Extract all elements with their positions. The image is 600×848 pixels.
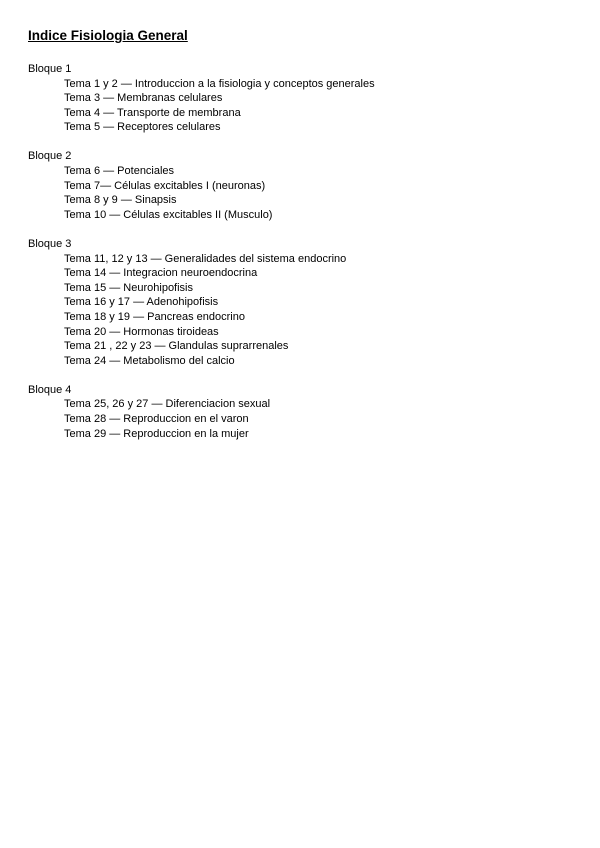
block-1	[28, 62, 588, 135]
block-title: Bloque 1	[28, 63, 72, 75]
block-4	[28, 383, 588, 441]
topic-item: Tema 1 y 2 — Introduccion a la fisiologia y conceptos generales	[64, 77, 375, 90]
topic-item: Tema 6 — Potenciales	[64, 165, 175, 178]
topic-item: Tema 24 — Metabolismo del calcio	[64, 354, 235, 367]
topic-item: Tema 3 — Membranas celulares	[64, 92, 223, 105]
block-3	[28, 237, 588, 368]
document-title: Indice Fisiologia General	[28, 28, 188, 43]
topic-item: Tema 11, 12 y 13 — Generalidades del sistema endocrino	[64, 252, 347, 265]
topic-item: Tema 4 — Transporte de membrana	[64, 106, 241, 119]
topic-item: Tema 25, 26 y 27 — Diferenciacion sexual	[64, 398, 271, 411]
block-title: Bloque 3	[28, 237, 72, 250]
topic-item: Tema 29 — Reproduccion en la mujer	[64, 427, 249, 440]
block-title: Bloque 4	[28, 383, 72, 396]
topic-list	[28, 77, 588, 135]
block-2	[28, 149, 588, 222]
topic-item: Tema 21 , 22 y 23 — Glandulas suprarrenales	[64, 340, 289, 353]
blocks-container	[28, 62, 588, 456]
block-title: Bloque 2	[28, 150, 72, 163]
topic-list	[28, 164, 588, 222]
topic-item: Tema 7— Células excitables I (neuronas)	[64, 179, 266, 192]
topic-item: Tema 16 y 17 — Adenohipofisis	[64, 296, 219, 309]
topic-item: Tema 18 y 19 — Pancreas endocrino	[64, 310, 245, 323]
topic-list	[28, 397, 588, 441]
topic-item: Tema 5 — Receptores celulares	[64, 121, 221, 134]
topic-list	[28, 252, 588, 369]
topic-item: Tema 10 — Células excitables II (Musculo)	[64, 208, 273, 221]
topic-item: Tema 28 — Reproduccion en el varon	[64, 412, 249, 425]
topic-item: Tema 20 — Hormonas tiroideas	[64, 325, 219, 338]
topic-item: Tema 8 y 9 — Sinapsis	[64, 194, 177, 207]
topic-item: Tema 15 — Neurohipofisis	[64, 281, 194, 294]
topic-item: Tema 14 — Integracion neuroendocrina	[64, 267, 258, 280]
